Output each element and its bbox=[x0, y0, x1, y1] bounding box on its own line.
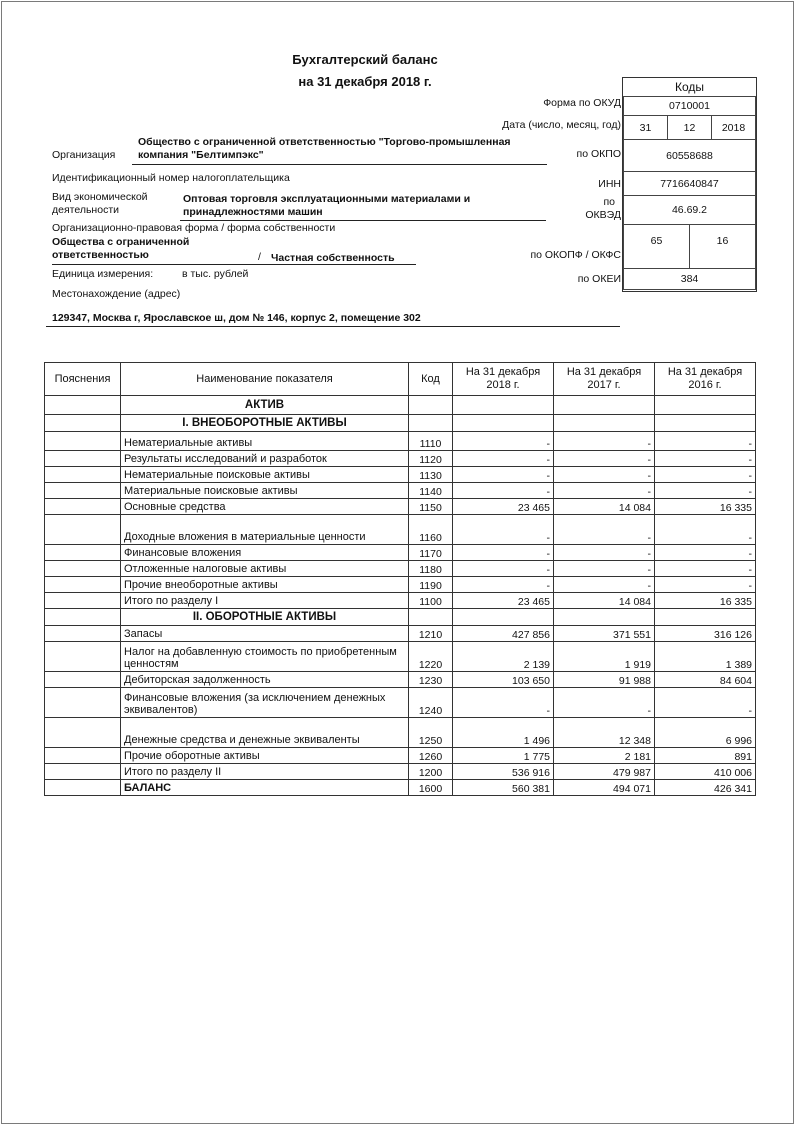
section-row bbox=[45, 396, 756, 415]
value-2016: 16 335 bbox=[655, 499, 756, 515]
value-2018: - bbox=[453, 561, 554, 577]
row-code: 1130 bbox=[409, 467, 453, 483]
value-2018: - bbox=[453, 483, 554, 499]
indicator-name: Отложенные налоговые активы bbox=[121, 561, 409, 577]
value-2017: - bbox=[554, 467, 655, 483]
notes-cell bbox=[45, 780, 121, 796]
row-code: 1170 bbox=[409, 545, 453, 561]
header-notes: Пояснения bbox=[45, 363, 121, 396]
value-2017: 14 084 bbox=[554, 593, 655, 609]
table-row bbox=[45, 764, 756, 780]
assets-heading: АКТИВ bbox=[121, 396, 409, 415]
table-row bbox=[45, 561, 756, 577]
activity-line-1: Оптовая торговля эксплуатационными материалами и bbox=[183, 193, 471, 205]
empty-cell bbox=[453, 415, 554, 432]
value-2018: - bbox=[453, 688, 554, 718]
empty-cell bbox=[453, 609, 554, 626]
row-code: 1120 bbox=[409, 451, 453, 467]
header-2017: На 31 декабря 2017 г. bbox=[554, 363, 655, 396]
value-2018: 1 496 bbox=[453, 718, 554, 748]
row-code: 1100 bbox=[409, 593, 453, 609]
okei-value: 384 bbox=[623, 268, 756, 290]
value-2018: - bbox=[453, 515, 554, 545]
notes-cell bbox=[45, 609, 121, 626]
header-2016: На 31 декабря 2016 г. bbox=[655, 363, 756, 396]
value-2018: 427 856 bbox=[453, 626, 554, 642]
table-row bbox=[45, 515, 756, 545]
notes-cell bbox=[45, 432, 121, 451]
notes-cell bbox=[45, 396, 121, 415]
value-2018: 536 916 bbox=[453, 764, 554, 780]
value-2016: - bbox=[655, 561, 756, 577]
date-year: 2018 bbox=[711, 115, 756, 140]
indicator-name: Результаты исследований и разработок bbox=[121, 451, 409, 467]
table-body bbox=[45, 396, 756, 796]
notes-cell bbox=[45, 483, 121, 499]
org-label: Организация bbox=[52, 149, 116, 161]
org-name-line-1: Общество с ограниченной ответственностью "Торгово-промышленная bbox=[138, 136, 511, 148]
value-2018: 560 381 bbox=[453, 780, 554, 796]
okved-value: 46.69.2 bbox=[623, 195, 756, 225]
value-2017: - bbox=[554, 561, 655, 577]
notes-cell bbox=[45, 626, 121, 642]
codes-box bbox=[622, 77, 757, 292]
indicator-name: Денежные средства и денежные эквиваленты bbox=[121, 718, 409, 748]
table-row bbox=[45, 483, 756, 499]
date-label: Дата (число, месяц, год) bbox=[502, 119, 621, 131]
table-row bbox=[45, 688, 756, 718]
notes-cell bbox=[45, 561, 121, 577]
okud-value: 0710001 bbox=[623, 96, 756, 116]
notes-cell bbox=[45, 593, 121, 609]
row-code: 1250 bbox=[409, 718, 453, 748]
okud-label: Форма по ОКУД bbox=[543, 97, 621, 109]
row-code: 1210 bbox=[409, 626, 453, 642]
row-code: 1220 bbox=[409, 642, 453, 672]
value-2018: 2 139 bbox=[453, 642, 554, 672]
notes-cell bbox=[45, 415, 121, 432]
indicator-name: Налог на добавленную стоимость по приобретенным ценностям bbox=[121, 642, 409, 672]
okfs-value: 16 bbox=[689, 224, 756, 269]
legal-form-line-1: Общества с ограниченной bbox=[52, 236, 190, 248]
value-2018: - bbox=[453, 432, 554, 451]
table-row bbox=[45, 718, 756, 748]
table-row bbox=[45, 577, 756, 593]
indicator-name: Запасы bbox=[121, 626, 409, 642]
activity-line-2: принадлежностями машин bbox=[183, 206, 323, 218]
value-2016: 891 bbox=[655, 748, 756, 764]
value-2016: - bbox=[655, 577, 756, 593]
value-2017: - bbox=[554, 451, 655, 467]
value-2017: 1 919 bbox=[554, 642, 655, 672]
value-2017: 12 348 bbox=[554, 718, 655, 748]
value-2016: - bbox=[655, 432, 756, 451]
empty-cell bbox=[554, 609, 655, 626]
value-2017: 91 988 bbox=[554, 672, 655, 688]
value-2016: - bbox=[655, 467, 756, 483]
table-row bbox=[45, 626, 756, 642]
indicator-name: Нематериальные поисковые активы bbox=[121, 467, 409, 483]
table-row bbox=[45, 593, 756, 609]
table-row bbox=[45, 672, 756, 688]
org-underline bbox=[132, 164, 547, 165]
row-code: 1150 bbox=[409, 499, 453, 515]
value-2016: 316 126 bbox=[655, 626, 756, 642]
value-2018: - bbox=[453, 467, 554, 483]
row-code: 1230 bbox=[409, 672, 453, 688]
value-2018: - bbox=[453, 451, 554, 467]
inn-label: ИНН bbox=[598, 178, 621, 190]
activity-label-2: деятельности bbox=[52, 204, 119, 216]
activity-label-1: Вид экономической bbox=[52, 191, 148, 203]
value-2016: 84 604 bbox=[655, 672, 756, 688]
value-2016: 1 389 bbox=[655, 642, 756, 672]
empty-cell bbox=[554, 415, 655, 432]
unit-label: Единица измерения: bbox=[52, 268, 154, 280]
empty-cell bbox=[655, 396, 756, 415]
table-row bbox=[45, 499, 756, 515]
value-2016: - bbox=[655, 451, 756, 467]
balance-table bbox=[44, 362, 756, 796]
value-2018: 23 465 bbox=[453, 593, 554, 609]
value-2016: - bbox=[655, 545, 756, 561]
table-row bbox=[45, 467, 756, 483]
notes-cell bbox=[45, 499, 121, 515]
inn-org-label: Идентификационный номер налогоплательщика bbox=[52, 172, 290, 184]
table-row bbox=[45, 451, 756, 467]
date-day: 31 bbox=[623, 115, 668, 140]
indicator-name: Основные средства bbox=[121, 499, 409, 515]
value-2016: - bbox=[655, 483, 756, 499]
table-row bbox=[45, 748, 756, 764]
table-row bbox=[45, 780, 756, 796]
okpo-value: 60558688 bbox=[623, 139, 756, 172]
address-label: Местонахождение (адрес) bbox=[52, 288, 181, 300]
notes-cell bbox=[45, 748, 121, 764]
row-code: 1140 bbox=[409, 483, 453, 499]
unit-value: в тыс. рублей bbox=[182, 268, 249, 280]
value-2018: - bbox=[453, 545, 554, 561]
value-2017: - bbox=[554, 577, 655, 593]
row-code: 1600 bbox=[409, 780, 453, 796]
okopf-label: по ОКОПФ / ОКФС bbox=[530, 249, 621, 261]
indicator-name: БАЛАНС bbox=[121, 780, 409, 796]
notes-cell bbox=[45, 467, 121, 483]
empty-cell bbox=[409, 609, 453, 626]
org-name-line-2: компания "Белтимпэкс" bbox=[138, 149, 264, 161]
legal-form-line-2: ответственностью bbox=[52, 249, 149, 261]
value-2017: 479 987 bbox=[554, 764, 655, 780]
value-2017: - bbox=[554, 688, 655, 718]
okopf-value: 65 bbox=[623, 224, 690, 269]
empty-cell bbox=[453, 396, 554, 415]
legal-form-label: Организационно-правовая форма / форма собственности bbox=[52, 222, 336, 234]
indicator-name: Дебиторская задолженность bbox=[121, 672, 409, 688]
notes-cell bbox=[45, 718, 121, 748]
table-row bbox=[45, 642, 756, 672]
okpo-label: по ОКПО bbox=[576, 148, 621, 160]
indicator-name: Прочие внеоборотные активы bbox=[121, 577, 409, 593]
notes-cell bbox=[45, 515, 121, 545]
row-code: 1200 bbox=[409, 764, 453, 780]
activity-underline bbox=[180, 220, 546, 221]
value-2017: 371 551 bbox=[554, 626, 655, 642]
legal-form-underline bbox=[52, 264, 416, 265]
indicator-name: Прочие оборотные активы bbox=[121, 748, 409, 764]
value-2018: 1 775 bbox=[453, 748, 554, 764]
value-2017: 2 181 bbox=[554, 748, 655, 764]
value-2017: - bbox=[554, 515, 655, 545]
indicator-name: Нематериальные активы bbox=[121, 432, 409, 451]
address-value: 129347, Москва г, Ярославское ш, дом № 146, корпус 2, помещение 302 bbox=[52, 312, 421, 324]
row-code: 1260 bbox=[409, 748, 453, 764]
value-2016: 16 335 bbox=[655, 593, 756, 609]
indicator-name: Итого по разделу II bbox=[121, 764, 409, 780]
okei-label: по ОКЕИ bbox=[577, 273, 621, 285]
empty-cell bbox=[409, 415, 453, 432]
indicator-name: Итого по разделу I bbox=[121, 593, 409, 609]
indicator-name: Финансовые вложения bbox=[121, 545, 409, 561]
empty-cell bbox=[554, 396, 655, 415]
value-2018: 23 465 bbox=[453, 499, 554, 515]
value-2017: - bbox=[554, 432, 655, 451]
value-2016: 410 006 bbox=[655, 764, 756, 780]
document-title: Бухгалтерский баланс bbox=[292, 52, 438, 67]
table-row bbox=[45, 432, 756, 451]
row-code: 1190 bbox=[409, 577, 453, 593]
value-2018: - bbox=[453, 577, 554, 593]
empty-cell bbox=[409, 396, 453, 415]
notes-cell bbox=[45, 764, 121, 780]
indicator-name: Финансовые вложения (за исключением денежных эквивалентов) bbox=[121, 688, 409, 718]
indicator-name: Материальные поисковые активы bbox=[121, 483, 409, 499]
value-2017: 14 084 bbox=[554, 499, 655, 515]
section-row bbox=[45, 415, 756, 432]
notes-cell bbox=[45, 642, 121, 672]
table-row bbox=[45, 545, 756, 561]
section-1-heading: I. ВНЕОБОРОТНЫЕ АКТИВЫ bbox=[121, 415, 409, 432]
address-underline bbox=[46, 326, 620, 327]
row-code: 1180 bbox=[409, 561, 453, 577]
value-2017: - bbox=[554, 545, 655, 561]
header-indicator: Наименование показателя bbox=[121, 363, 409, 396]
value-2018: 103 650 bbox=[453, 672, 554, 688]
row-code: 1110 bbox=[409, 432, 453, 451]
empty-cell bbox=[655, 415, 756, 432]
okved-label-2: ОКВЭД bbox=[585, 209, 621, 221]
indicator-name: Доходные вложения в материальные ценности bbox=[121, 515, 409, 545]
section-row bbox=[45, 609, 756, 626]
value-2017: 494 071 bbox=[554, 780, 655, 796]
row-code: 1240 bbox=[409, 688, 453, 718]
date-month: 12 bbox=[667, 115, 712, 140]
notes-cell bbox=[45, 688, 121, 718]
value-2016: 426 341 bbox=[655, 780, 756, 796]
value-2016: - bbox=[655, 515, 756, 545]
header-code: Код bbox=[409, 363, 453, 396]
ownership-form: Частная собственность bbox=[271, 252, 395, 264]
legal-form-slash: / bbox=[258, 251, 261, 263]
value-2016: - bbox=[655, 688, 756, 718]
codes-heading: Коды bbox=[623, 78, 756, 97]
notes-cell bbox=[45, 545, 121, 561]
table-header-row bbox=[45, 363, 756, 396]
section-2-heading: II. ОБОРОТНЫЕ АКТИВЫ bbox=[121, 609, 409, 626]
row-code: 1160 bbox=[409, 515, 453, 545]
okved-label-1: по bbox=[603, 196, 615, 208]
document-date: на 31 декабря 2018 г. bbox=[298, 74, 432, 89]
notes-cell bbox=[45, 672, 121, 688]
value-2017: - bbox=[554, 483, 655, 499]
inn-value: 7716640847 bbox=[623, 171, 756, 196]
header-2018: На 31 декабря 2018 г. bbox=[453, 363, 554, 396]
empty-cell bbox=[655, 609, 756, 626]
value-2016: 6 996 bbox=[655, 718, 756, 748]
notes-cell bbox=[45, 451, 121, 467]
notes-cell bbox=[45, 577, 121, 593]
